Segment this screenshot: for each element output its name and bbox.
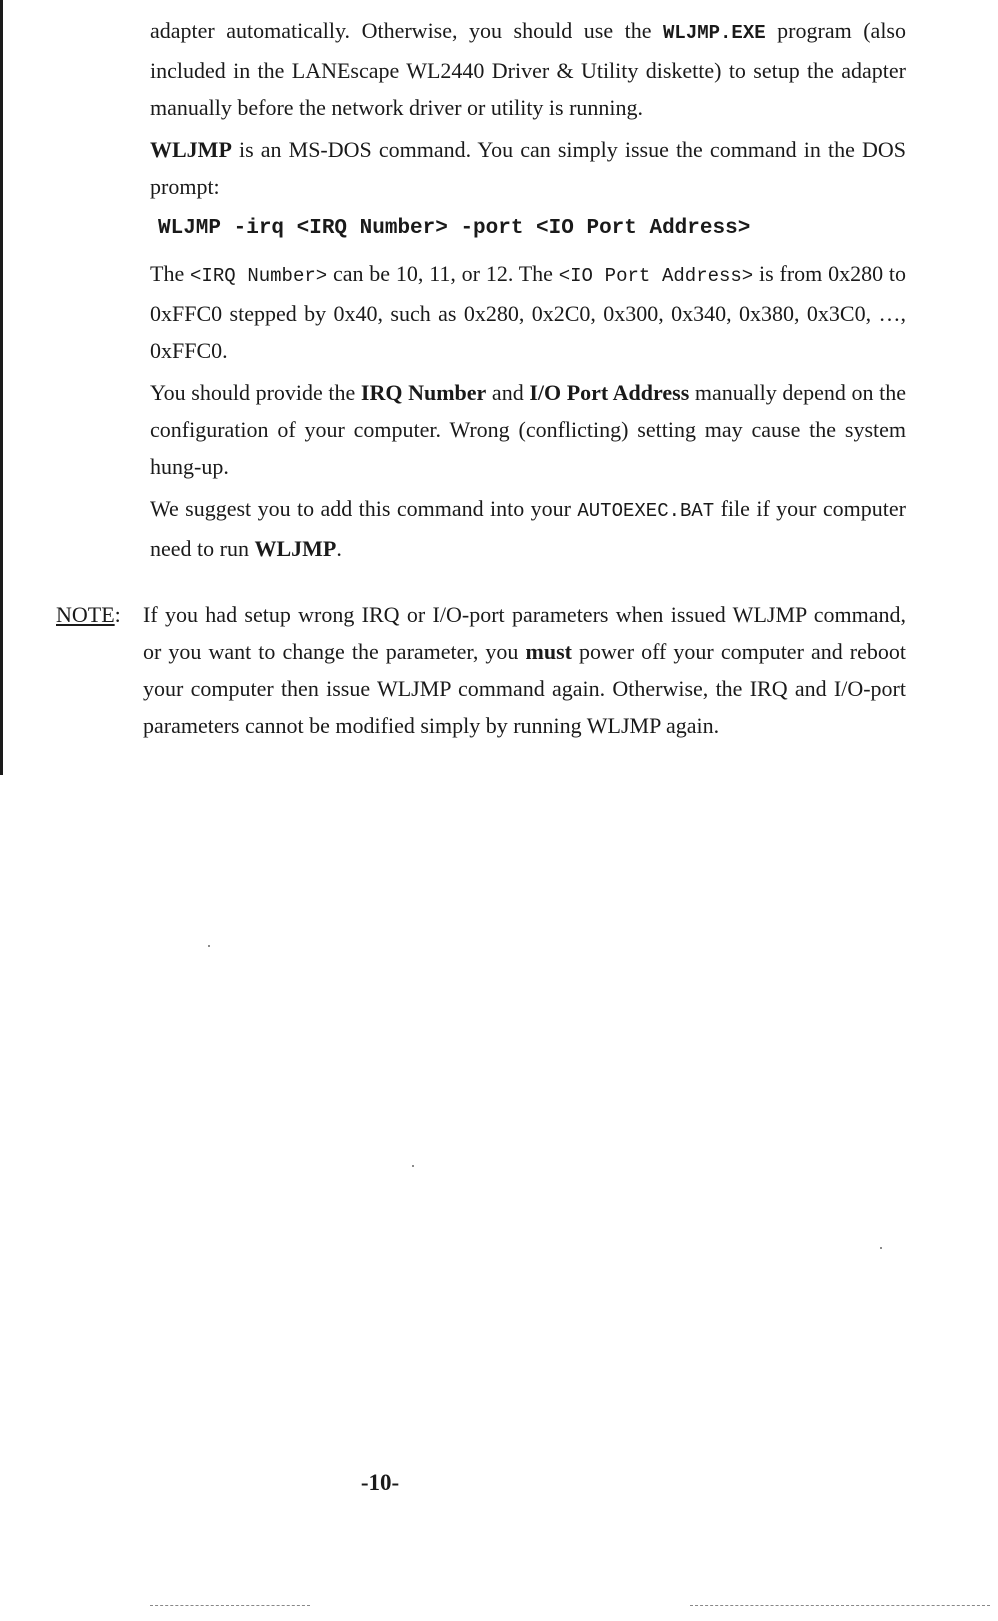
page-number: -10-: [360, 1470, 400, 1495]
paragraph-parameter-ranges: [150, 255, 906, 369]
paragraph4-text-a: You should provide the: [150, 380, 361, 405]
note-text-a: If you had setup wrong IRQ or I/O-port parameters when issued WLJMP command, or you want to change the parameter, you: [143, 602, 906, 664]
paragraph-autoexec: [150, 490, 906, 567]
paragraph2-text: is an MS-DOS command. You can simply issue the command in the DOS prompt:: [150, 137, 906, 199]
autoexec-bat-code: AUTOEXEC.BAT: [577, 500, 715, 522]
wljmp-bold: WLJMP: [150, 137, 232, 162]
must-bold: must: [525, 639, 572, 664]
paragraph3-text-b: can be 10, 11, or 12. The: [327, 261, 559, 286]
paragraph4-text-b: and: [486, 380, 530, 405]
io-port-address-code: <IO Port Address>: [558, 265, 754, 287]
paragraph5-text-a: We suggest you to add this command into your: [150, 496, 578, 521]
paragraph3-text-a: The: [150, 261, 191, 286]
note-label-colon: :: [114, 602, 121, 627]
paragraph-adapter-setup: [150, 12, 906, 126]
note-label-text: NOTE: [56, 602, 115, 627]
paragraph1-text-a: adapter automatically. Otherwise, you should use the: [150, 18, 664, 43]
io-port-address-bold: I/O Port Address: [529, 380, 690, 405]
note-text: [143, 596, 906, 744]
paragraph5-text-c: .: [336, 536, 342, 561]
page-content: [150, 12, 906, 572]
scan-edge-line: [690, 1605, 990, 1607]
wljmp-bold-2: WLJMP: [254, 536, 337, 561]
command-line: WLJMP -irq <IRQ Number> -port <IO Port Address>: [158, 217, 751, 240]
paragraph5-text-b: file if your computer need to run: [150, 496, 906, 561]
paragraph4-text-c: manually depend on the configuration of your computer. Wrong (conflicting) setting may cause the system hung-up.: [150, 380, 906, 479]
scan-speck: [880, 1247, 882, 1249]
wljmp-exe-code: WLJMP.EXE: [663, 22, 766, 44]
note-text-b: power off your computer and reboot your computer then issue WLJMP command again. Otherwise, the IRQ and I/O-port parameters cannot be modified simply by running WLJMP again.: [143, 639, 907, 738]
note-label: [56, 596, 121, 633]
left-margin-bar: [0, 0, 3, 775]
paragraph-provide-parameters: [150, 374, 906, 485]
note-block: [56, 596, 906, 744]
paragraph-msdos-command: [150, 131, 906, 205]
scan-speck: [412, 1165, 414, 1167]
irq-number-code: <IRQ Number>: [190, 265, 328, 287]
paragraph1-text-b: program (also included in the LANEscape WL2440 Driver & Utility diskette) to setup the adapter manually before the network driver or utility is running.: [150, 18, 906, 120]
scan-edge-line: [150, 1605, 310, 1607]
irq-number-bold: IRQ Number: [360, 380, 487, 405]
scan-speck: [208, 945, 210, 947]
paragraph3-text-c: is from 0x280 to 0xFFC0 stepped by 0x40, such as 0x280, 0x2C0, 0x300, 0x340, 0x380, 0x3C0, …, 0xFFC0.: [150, 261, 906, 363]
